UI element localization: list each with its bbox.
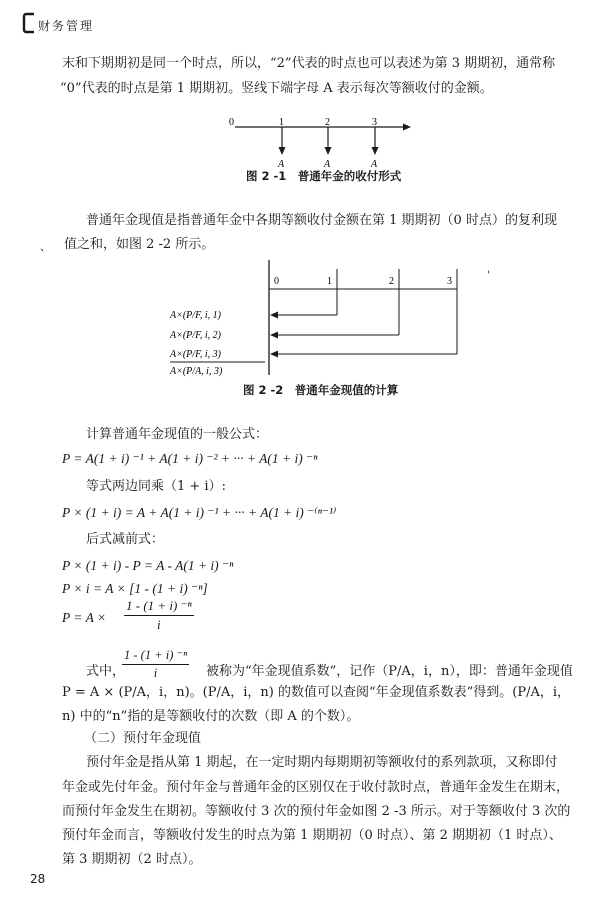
tick-1: 1 — [279, 117, 284, 128]
section-2-line-1: 预付年金是指从第 1 期起，在一定时期内每期期初等额收付的系列款项，又称即付 — [86, 755, 558, 770]
discount-arrow-2 — [270, 332, 399, 339]
explanation-line-3: n) 中的“n”指的是等额收付的次数（即 A 的个数）。 — [62, 709, 360, 724]
arrow-down-icon — [372, 147, 379, 155]
multiply-text: 等式两边同乘（1 + i）: — [86, 479, 226, 494]
fraction-numerator: 1 - (1 + i) ⁻ⁿ — [124, 598, 194, 616]
margin-mark: 、 — [40, 240, 51, 253]
bracket-mark-icon — [22, 12, 36, 34]
arrow-down-icon — [279, 147, 286, 155]
section-2-heading: （二）预付年金现值 — [84, 731, 202, 746]
arrow-left-icon — [270, 332, 278, 339]
tick-2: 2 — [325, 117, 330, 128]
explanation-fraction-numerator: 1 - (1 + i) ⁻ⁿ — [122, 647, 189, 665]
amount-label-1: A — [278, 159, 285, 170]
explanation-fraction — [122, 647, 189, 681]
figure-2-caption: 图 2 -2 普通年金现值的计算 — [243, 383, 399, 397]
equation-5-fraction — [124, 598, 194, 633]
explanation-line-2: P = A × (P/A，i，n)。(P/A，i，n) 的数值可以查阅“年金现值系数表”得到。(P/A，i， — [62, 685, 570, 700]
figure-1-timeline — [225, 115, 425, 170]
pv-paragraph-line-1: 普通年金现值是指普通年金中各期等额收付金额在第 1 期期初（0 时点）的复利现 — [86, 213, 557, 228]
subtract-text: 后式减前式： — [86, 532, 165, 547]
equation-1: P = A(1 + i) ⁻¹ + A(1 + i) ⁻² + ··· + A(1 + i) ⁻ⁿ — [62, 451, 318, 466]
explanation-prefix: 式中， — [86, 664, 126, 679]
top-paragraph-line-2: “0”代表的时点是第 1 期期初。竖线下端字母 A 表示每次等额收付的金额。 — [60, 81, 493, 96]
pv-paragraph-line-2: 值之和，如图 2 -2 所示。 — [64, 237, 215, 252]
equation-5-left: P = A × — [62, 610, 107, 625]
figure-2-diagram — [165, 256, 475, 381]
equation-4: P × i = A × [1 - (1 + i) ⁻ⁿ] — [62, 581, 208, 596]
fig2-tick-0: 0 — [274, 276, 279, 287]
arrow-down-icon — [325, 147, 332, 155]
pv-sum: A×(P/A, i, 3) — [170, 366, 223, 377]
tick-3: 3 — [372, 117, 377, 128]
header-title: 财务管理 — [38, 19, 95, 33]
figure-1-caption: 图 2 -1 普通年金的收付形式 — [246, 169, 402, 183]
top-paragraph-line-1: 末和下期期初是同一个时点，所以，“2”代表的时点也可以表述为第 3 期期初，通常称 — [62, 56, 556, 71]
tick-0: 0 — [229, 117, 234, 128]
fig2-tick-3: 3 — [447, 276, 452, 287]
payment-arrow-3 — [372, 127, 379, 155]
section-2-line-2: 年金或先付年金。预付年金与普通年金的区别仅在于收付款时点，普通年金发生在期末， — [62, 780, 570, 795]
fig2-tick-2: 2 — [389, 276, 394, 287]
arrow-right-icon — [403, 124, 411, 131]
payment-arrow-1 — [279, 127, 286, 155]
section-2-line-4: 预付年金而言，等额收付发生的时点为第 1 期期初（0 时点）、第 2 期期初（1 时点）、 — [62, 828, 562, 843]
fig2-tick-1: 1 — [327, 276, 332, 287]
discount-arrow-3 — [270, 351, 457, 358]
amount-label-2: A — [324, 159, 331, 170]
pv-row-2: A×(P/F, i, 2) — [170, 330, 222, 341]
stray-dot: ' — [487, 270, 490, 281]
equation-2: P × (1 + i) = A + A(1 + i) ⁻¹ + ··· + A(1 + i) ⁻⁽ⁿ⁻¹⁾ — [62, 505, 337, 520]
fraction-denominator: i — [156, 617, 161, 632]
header-logo-icon — [22, 12, 36, 34]
section-2-line-5: 第 3 期期初（2 时点）。 — [62, 852, 202, 867]
amount-label-3: A — [371, 159, 378, 170]
derivation-intro: 计算普通年金现值的一般公式： — [86, 427, 269, 442]
equation-3: P × (1 + i) - P = A - A(1 + i) ⁻ⁿ — [62, 558, 234, 573]
payment-arrow-2 — [325, 127, 332, 155]
section-2-line-3: 而预付年金发生在期初。等额收付 3 次的预付年金如图 2 -3 所示。对于等额收付 3 次的 — [62, 804, 571, 819]
arrow-left-icon — [270, 351, 278, 358]
discount-arrow-1 — [270, 312, 337, 319]
pv-row-3: A×(P/F, i, 3) — [170, 349, 222, 360]
explanation-line-1: 被称为“年金现值系数”，记作（P/A，i，n），即：普通年金现值 — [206, 664, 573, 679]
pv-row-1: A×(P/F, i, 1) — [170, 310, 222, 321]
page-number: 28 — [30, 872, 46, 886]
arrow-left-icon — [270, 312, 278, 319]
explanation-fraction-denominator: i — [153, 666, 158, 680]
